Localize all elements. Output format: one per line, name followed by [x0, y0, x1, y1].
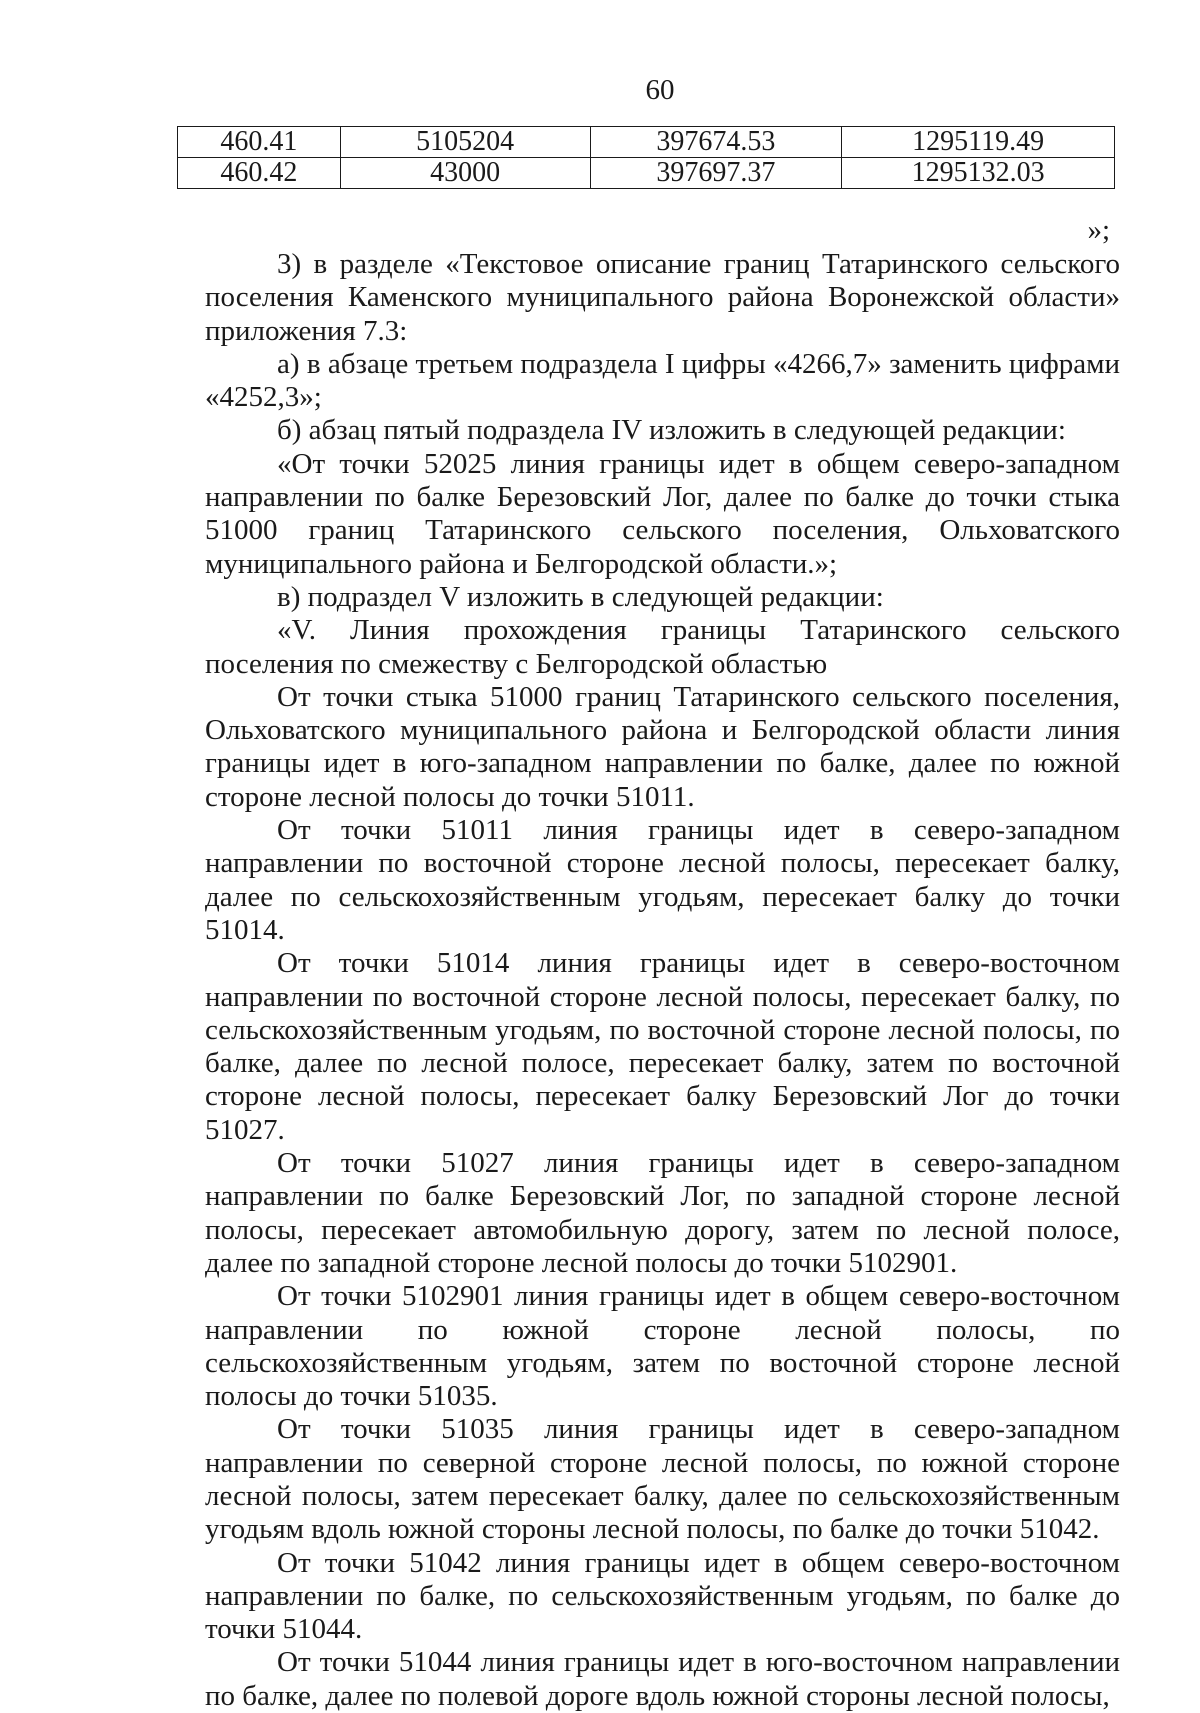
table-row	[178, 158, 1115, 189]
paragraph: От точки 51011 линия границы идет в северо-западном направлении по восточной стороне лесной полосы, пересекает балку, далее по сельскохозяйственным угодьям, пересекает балку до точки 51014.	[205, 814, 1120, 946]
table-row	[178, 127, 1115, 158]
paragraph: б) абзац пятый подраздела IV изложить в следующей редакции:	[277, 414, 1066, 447]
table-cell-point: 460.41	[178, 127, 341, 158]
paragraph: От точки 51014 линия границы идет в северо-восточном направлении по восточной стороне лесной полосы, пересекает балку, по сельскохозяйственным угодьям, по восточной стороне лесной полосы, по балке, далее по лесной полосе, пересекает балку, затем по восточной стороне лесной полосы, пересекает балку Березовский Лог до точки 51027.	[205, 947, 1120, 1146]
paragraph: От точки 5102901 линия границы идет в общем северо-восточном направлении по южной стороне лесной полосы, по сельскохозяйственным угодьям, затем по восточной стороне лесной полосы до точки 51035.	[205, 1280, 1120, 1413]
table-cell-y: 1295119.49	[842, 127, 1115, 158]
table-cell-distance: 43000	[340, 158, 590, 189]
paragraph: От точки 51042 линия границы идет в общем северо-восточном направлении по балке, по сельскохозяйственным угодьям, по балке до точки 51044.	[205, 1546, 1120, 1646]
paragraph: в) подраздел V изложить в следующей редакции:	[277, 580, 884, 613]
paragraph: От точки 51027 линия границы идет в северо-западном направлении по балке Березовский Лог, по западной стороне лесной полосы, пересекает автомобильную дорогу, затем по лесной полосе, далее по западной стороне лесной полосы до точки 5102901.	[205, 1147, 1120, 1279]
paragraph: От точки 51044 линия границы идет в юго-восточном направлении по балке, далее по полевой дороге вдоль южной стороны лесной полосы,	[205, 1646, 1120, 1712]
closing-quote-mark: »;	[1087, 214, 1110, 246]
page-number: 60	[645, 74, 675, 106]
table-cell-point: 460.42	[178, 158, 341, 189]
table-cell-x: 397697.37	[590, 158, 842, 189]
table-cell-distance: 5105204	[340, 127, 590, 158]
paragraph: «V. Линия прохождения границы Татаринского сельского поселения по смежеству с Белгородской областью	[205, 614, 1120, 680]
table-cell-y: 1295132.03	[842, 158, 1115, 189]
document-body	[205, 248, 1120, 1713]
paragraph: а) в абзаце третьем подраздела I цифры «4266,7» заменить цифрами «4252,3»;	[205, 347, 1120, 414]
table-cell-x: 397674.53	[590, 127, 842, 158]
coordinates-table	[177, 126, 1115, 189]
paragraph: 3) в разделе «Текстовое описание границ Татаринского сельского поселения Каменского муниципального района Воронежской области» приложения 7.3:	[205, 248, 1120, 347]
paragraph: От точки стыка 51000 границ Татаринского сельского поселения, Ольховатского муниципального района и Белгородской области линия границы идет в юго-западном направлении по балке, далее по южной стороне лесной полосы до точки 51011.	[205, 680, 1120, 813]
paragraph: От точки 51035 линия границы идет в северо-западном направлении по северной стороне лесной полосы, по южной стороне лесной полосы, затем пересекает балку, далее по сельскохозяйственным угодьям вдоль южной стороны лесной полосы, по балке до точки 51042.	[205, 1413, 1120, 1546]
paragraph: «От точки 52025 линия границы идет в общем северо-западном направлении по балке Березовский Лог, далее по балке до точки стыка 51000 границ Татаринского сельского поселения, Ольховатского муниципального района и Белгородской области.»;	[205, 447, 1120, 580]
